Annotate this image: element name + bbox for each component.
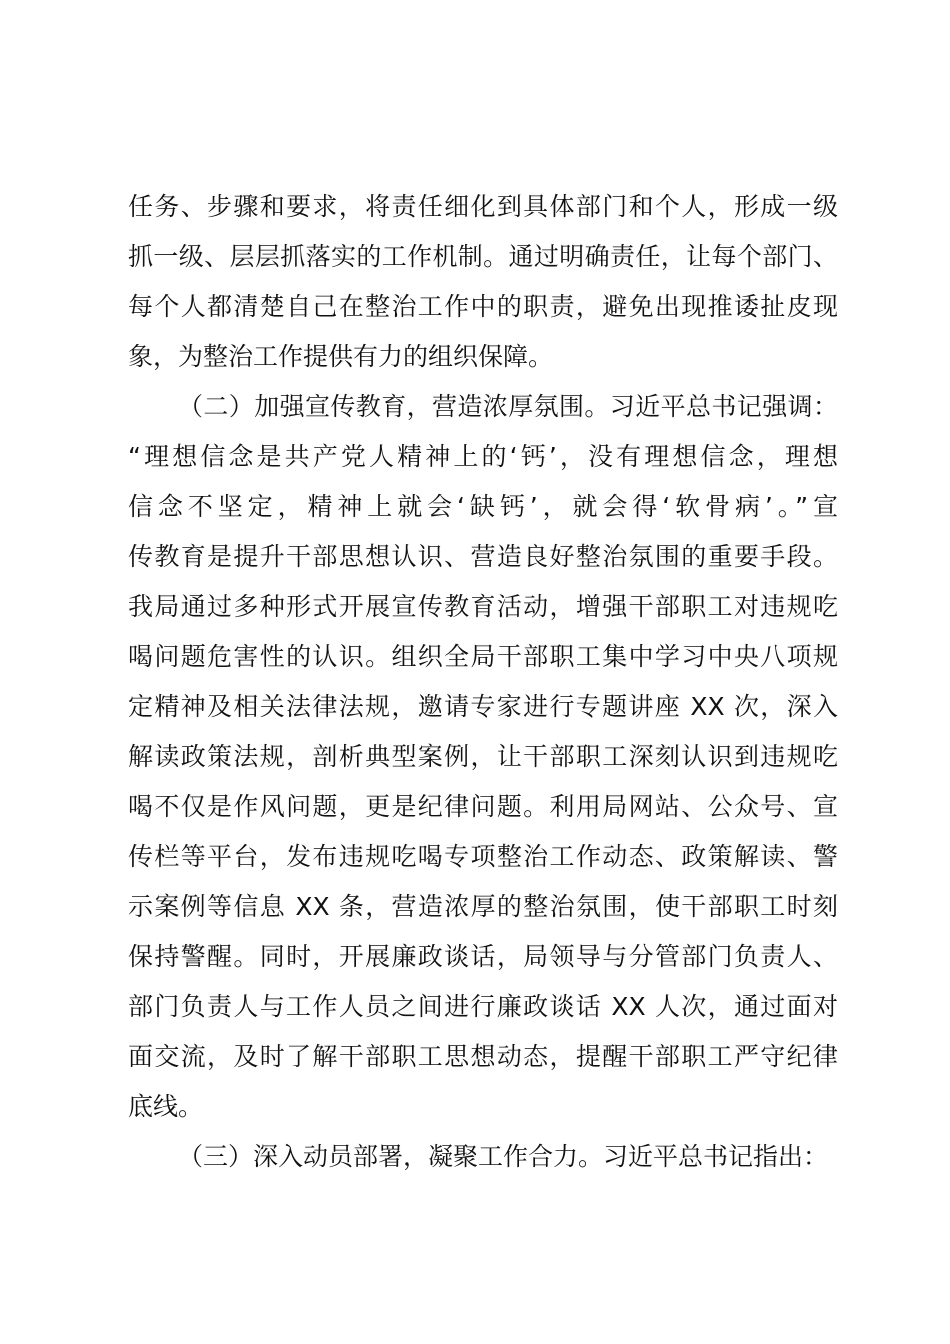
- text-line: 传教育是提升干部思想认识、营造良好整治氛围的重要手段。: [128, 542, 838, 571]
- text-line: 象，为整治工作提供有力的组织保障。: [128, 342, 554, 371]
- text-line: 喝不仅是作风问题，更是纪律问题。利用局网站、公众号、宣: [128, 792, 838, 821]
- text-line: 底线。: [128, 1092, 204, 1121]
- paragraph-publicity-education: [128, 382, 838, 1132]
- text-line: 示案例等信息 XX 条，营造浓厚的整治氛围，使干部职工时刻: [128, 892, 838, 921]
- text-line: 每个人都清楚自己在整治工作中的职责，避免出现推诿扯皮现: [128, 292, 838, 321]
- text-line: 信念不坚定，精神上就会‘缺钙’，就会得‘软骨病’。”宣: [128, 492, 838, 521]
- text-line: 部门负责人与工作人员之间进行廉政谈话 XX 人次，通过面对: [128, 992, 838, 1021]
- text-line: 传栏等平台，发布违规吃喝专项整治工作动态、政策解读、警: [128, 842, 838, 871]
- text-line: “理想信念是共产党人精神上的‘钙’，没有理想信念，理想: [128, 442, 838, 471]
- paragraph-responsibility: [128, 182, 838, 382]
- paragraph-mobilization: [128, 1132, 838, 1182]
- text-line: 我局通过多种形式开展宣传教育活动，增强干部职工对违规吃: [128, 592, 838, 621]
- text-line: 抓一级、层层抓落实的工作机制。通过明确责任，让每个部门、: [128, 242, 838, 271]
- text-line: （三）深入动员部署，凝聚工作合力。习近平总书记指出：: [178, 1142, 829, 1171]
- text-line: 喝问题危害性的认识。组织全局干部职工集中学习中央八项规: [128, 642, 838, 671]
- document-body: [128, 182, 838, 1182]
- text-line: 面交流，及时了解干部职工思想动态，提醒干部职工严守纪律: [128, 1042, 838, 1071]
- text-line: （二）加强宣传教育，营造浓厚氛围。习近平总书记强调：: [178, 392, 838, 421]
- text-line: 保持警醒。同时，开展廉政谈话，局领导与分管部门负责人、: [128, 942, 838, 971]
- text-line: 解读政策法规，剖析典型案例，让干部职工深刻认识到违规吃: [128, 742, 838, 771]
- text-line: 定精神及相关法律法规，邀请专家进行专题讲座 XX 次，深入: [128, 692, 838, 721]
- text-line: 任务、步骤和要求，将责任细化到具体部门和个人，形成一级: [128, 192, 838, 221]
